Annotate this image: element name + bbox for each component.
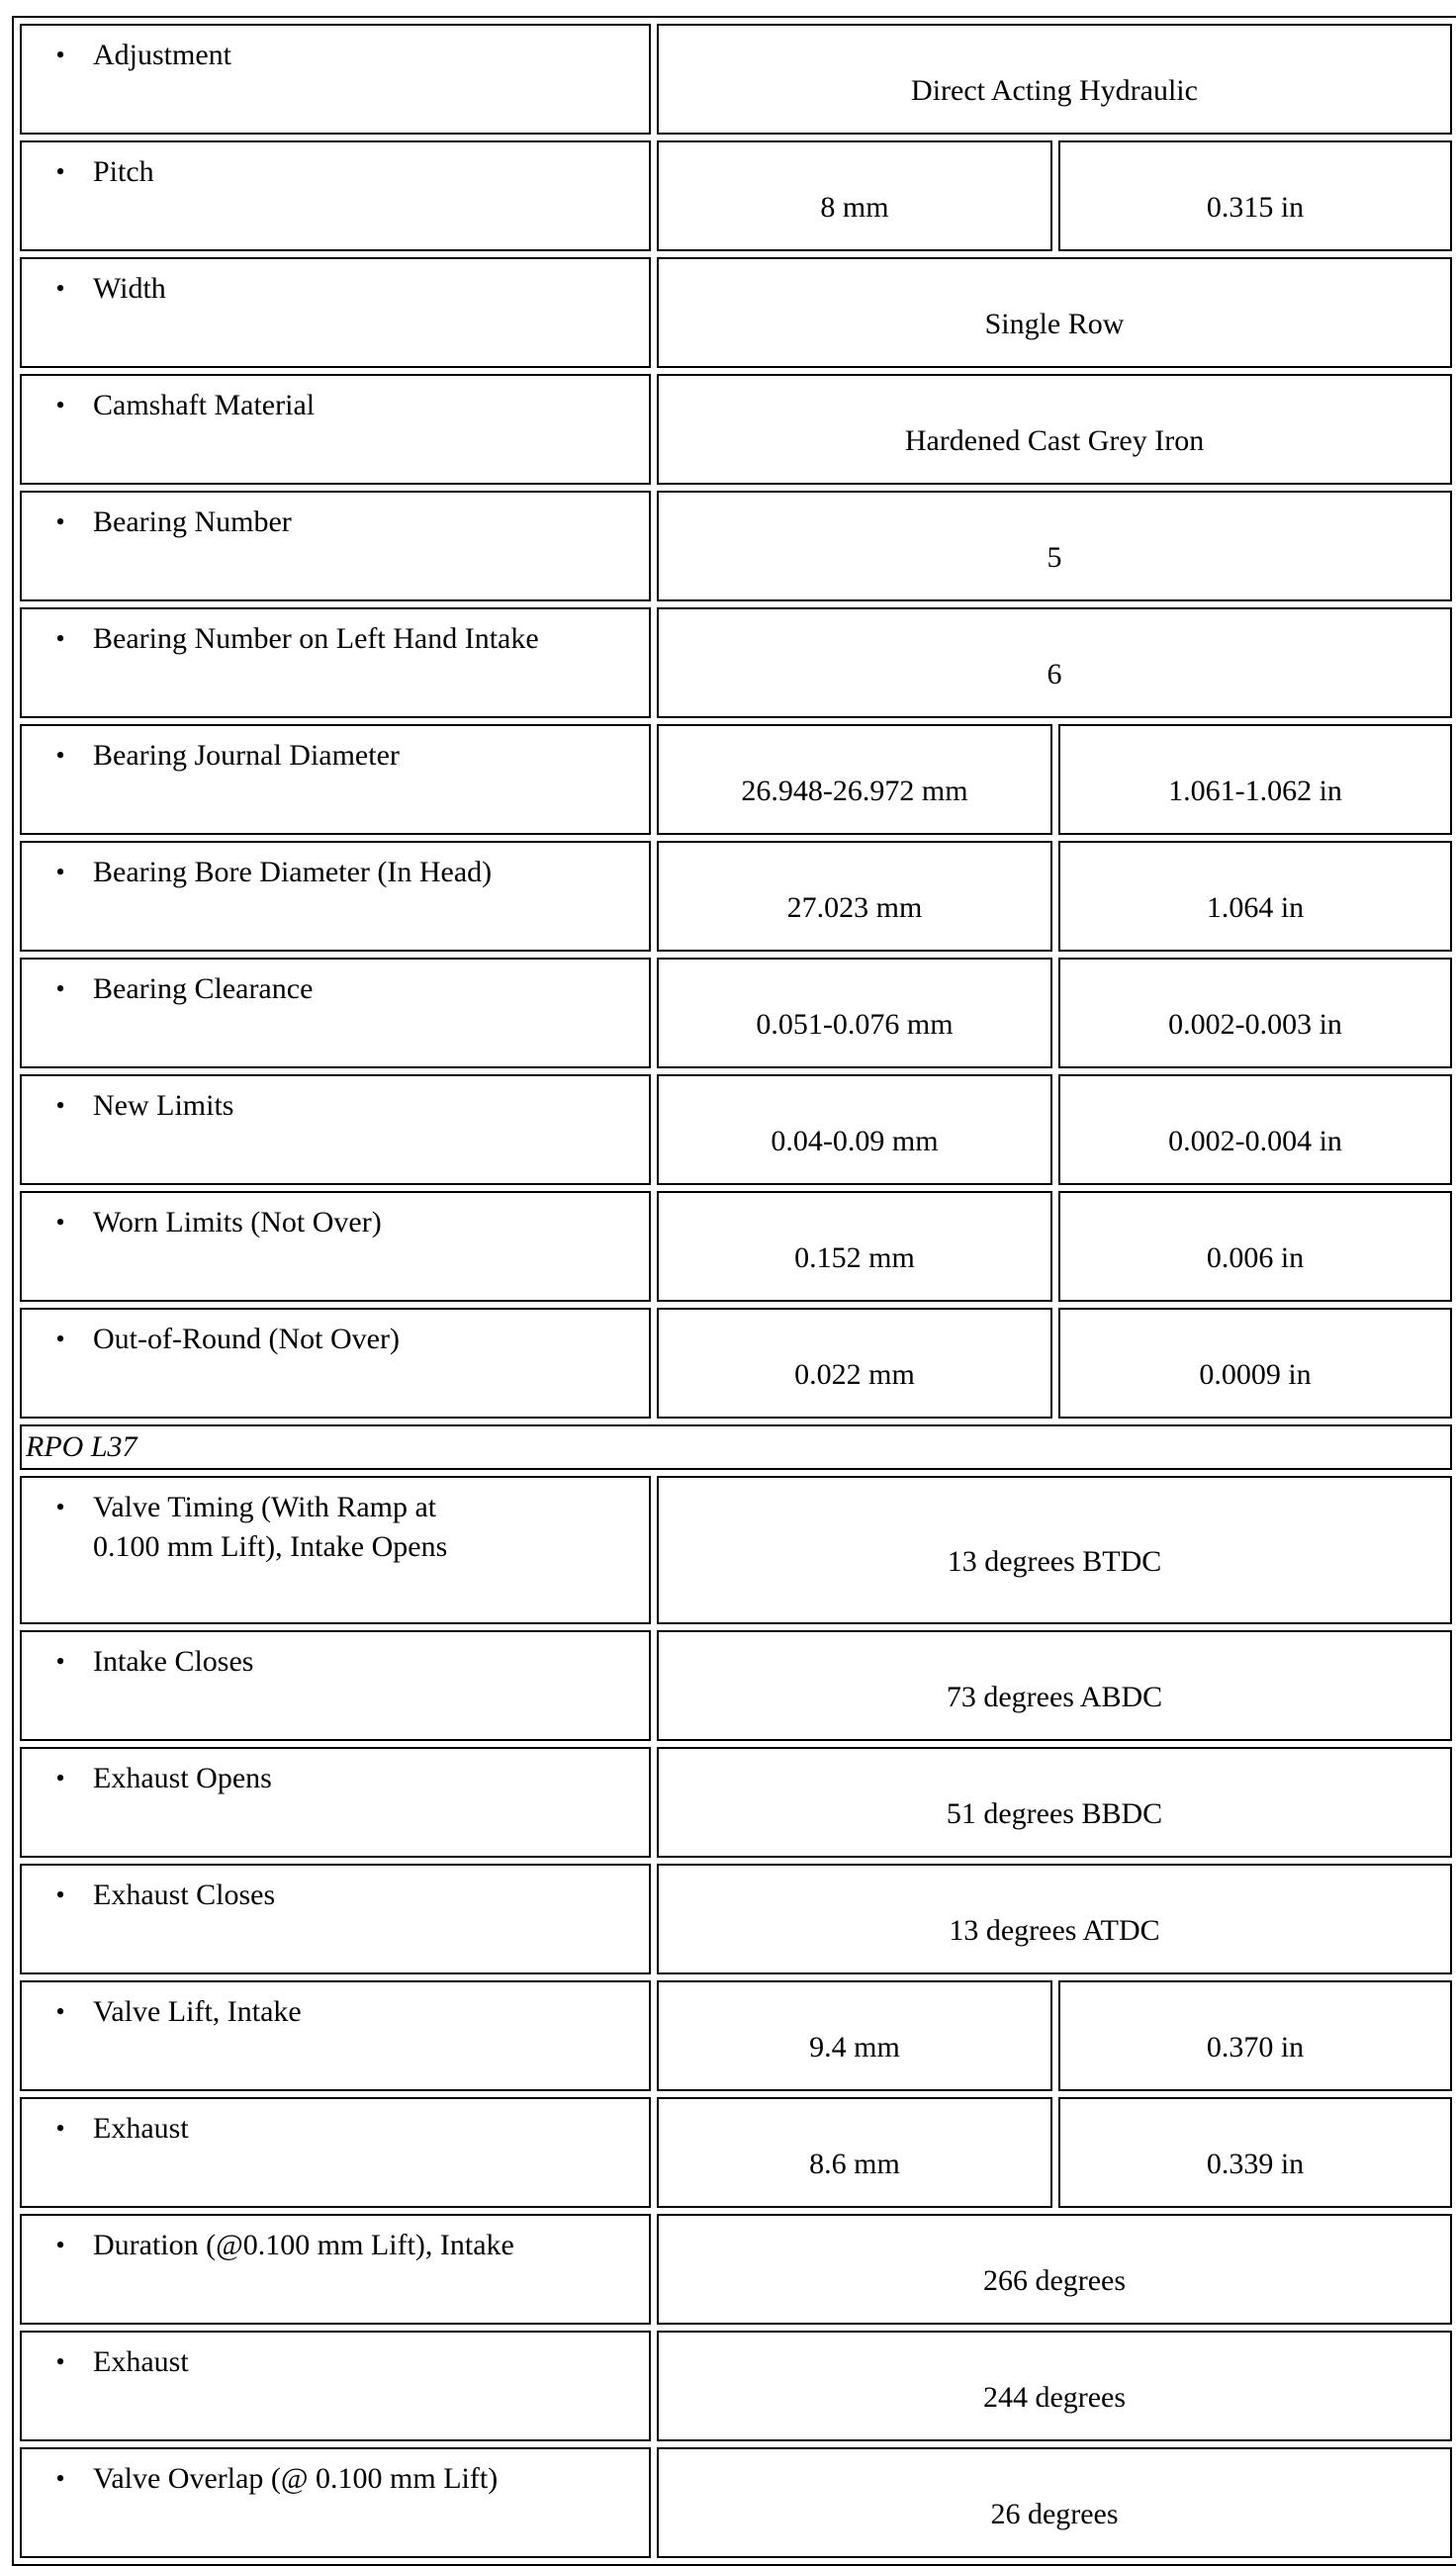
table-row [20, 958, 1452, 1068]
spec-label-line: 0.100 mm Lift), Intake Opens [93, 1530, 448, 1563]
bullet-icon: • [55, 1091, 65, 1120]
spec-metric-value: 0.04-0.09 mm [657, 1074, 1052, 1185]
spec-label-cell [20, 841, 651, 952]
table-row [20, 724, 1452, 835]
spec-label: Bearing Clearance [93, 972, 314, 1005]
bullet-icon: • [55, 2231, 65, 2259]
spec-label-cell [20, 1864, 651, 1974]
spec-label-cell [20, 140, 651, 251]
spec-label: Bearing Number [93, 505, 292, 538]
spec-label-cell [20, 1630, 651, 1741]
spec-label: Worn Limits (Not Over) [93, 1206, 382, 1238]
table-row [20, 1191, 1452, 1302]
table-row [20, 1308, 1452, 1419]
spec-value: 244 degrees [657, 2331, 1452, 2441]
spec-value: Hardened Cast Grey Iron [657, 374, 1452, 485]
bullet-icon: • [55, 974, 65, 1003]
table-row [20, 257, 1452, 368]
table-row [20, 2447, 1452, 2558]
bullet-icon: • [55, 741, 65, 770]
spec-label-cell [20, 24, 651, 135]
spec-label: Exhaust [93, 2112, 189, 2145]
spec-label-cell [20, 2331, 651, 2441]
spec-imperial-value: 0.339 in [1058, 2097, 1452, 2208]
spec-metric-value: 0.152 mm [657, 1191, 1052, 1302]
bullet-icon: • [55, 2347, 65, 2376]
spec-label-cell [20, 1308, 651, 1419]
spec-label-cell [20, 491, 651, 601]
spec-label: Exhaust Closes [93, 1879, 276, 1911]
spec-metric-value: 8.6 mm [657, 2097, 1052, 2208]
spec-value: 26 degrees [657, 2447, 1452, 2558]
table-row [20, 374, 1452, 485]
bullet-icon: • [55, 157, 65, 186]
bullet-icon: • [55, 1325, 65, 1353]
table-row [20, 2214, 1452, 2325]
spec-imperial-value: 1.061-1.062 in [1058, 724, 1452, 835]
spec-label: Valve Lift, Intake [93, 1995, 302, 2028]
spec-label-cell [20, 607, 651, 718]
spec-label-cell [20, 2214, 651, 2325]
spec-value: 5 [657, 491, 1452, 601]
spec-label-cell [20, 724, 651, 835]
spec-label-cell [20, 958, 651, 1068]
table-row [20, 1074, 1452, 1185]
spec-label-cell [20, 374, 651, 485]
camshaft-spec-table [12, 16, 1456, 2566]
spec-label: Pitch [93, 155, 154, 188]
table-row [20, 2097, 1452, 2208]
spec-imperial-value: 0.315 in [1058, 140, 1452, 251]
bullet-icon: • [55, 2464, 65, 2493]
spec-metric-value: 8 mm [657, 140, 1052, 251]
bullet-icon: • [55, 274, 65, 303]
spec-imperial-value: 0.006 in [1058, 1191, 1452, 1302]
spec-metric-value: 26.948-26.972 mm [657, 724, 1052, 835]
bullet-icon: • [55, 1764, 65, 1792]
table-row [20, 140, 1452, 251]
spec-label-cell [20, 1980, 651, 2091]
table-row [20, 1747, 1452, 1858]
spec-value: 51 degrees BBDC [657, 1747, 1452, 1858]
table-row [20, 841, 1452, 952]
spec-label-cell [20, 1747, 651, 1858]
spec-label: Camshaft Material [93, 389, 316, 421]
bullet-icon: • [55, 507, 65, 536]
spec-label-cell [20, 2447, 651, 2558]
spec-label [93, 1488, 649, 1567]
table-row [20, 1630, 1452, 1741]
bullet-icon: • [55, 1208, 65, 1237]
table-row [20, 2331, 1452, 2441]
spec-imperial-value: 0.0009 in [1058, 1308, 1452, 1419]
bullet-icon: • [55, 858, 65, 886]
bullet-icon: • [55, 624, 65, 653]
bullet-icon: • [55, 41, 65, 69]
table-row [20, 24, 1452, 135]
bullet-icon: • [55, 1647, 65, 1676]
spec-label: Exhaust Opens [93, 1762, 272, 1794]
spec-label-cell [20, 1191, 651, 1302]
spec-imperial-value: 0.002-0.003 in [1058, 958, 1452, 1068]
spec-metric-value: 0.022 mm [657, 1308, 1052, 1419]
spec-label: Bearing Bore Diameter (In Head) [93, 856, 493, 888]
spec-label: New Limits [93, 1089, 234, 1122]
spec-metric-value: 27.023 mm [657, 841, 1052, 952]
spec-value: Single Row [657, 257, 1452, 368]
spec-label: Valve Overlap (@ 0.100 mm Lift) [93, 2462, 499, 2495]
table-row [20, 607, 1452, 718]
spec-label: Bearing Journal Diameter [93, 739, 400, 772]
spec-label-cell [20, 2097, 651, 2208]
spec-value: 266 degrees [657, 2214, 1452, 2325]
spec-label-line: Valve Timing (With Ramp at [93, 1491, 437, 1523]
spec-label: Duration (@0.100 mm Lift), Intake [93, 2229, 514, 2261]
spec-value: 13 degrees BTDC [657, 1476, 1452, 1624]
spec-imperial-value: 0.002-0.004 in [1058, 1074, 1452, 1185]
section-title: RPO L37 [20, 1424, 1452, 1470]
table-row [20, 1864, 1452, 1974]
spec-imperial-value: 1.064 in [1058, 841, 1452, 952]
spec-label: Width [93, 272, 166, 305]
bullet-icon: • [55, 2114, 65, 2143]
spec-value: 13 degrees ATDC [657, 1864, 1452, 1974]
spec-label: Adjustment [93, 39, 231, 71]
spec-label: Exhaust [93, 2345, 189, 2378]
spec-metric-value: 0.051-0.076 mm [657, 958, 1052, 1068]
spec-metric-value: 9.4 mm [657, 1980, 1052, 2091]
spec-label-cell [20, 1074, 651, 1185]
spec-value: 6 [657, 607, 1452, 718]
table-row [20, 1476, 1452, 1624]
spec-label-cell [20, 1476, 651, 1624]
spec-value: Direct Acting Hydraulic [657, 24, 1452, 135]
table-row [20, 1980, 1452, 2091]
spec-label: Intake Closes [93, 1645, 254, 1678]
spec-imperial-value: 0.370 in [1058, 1980, 1452, 2091]
spec-label: Out-of-Round (Not Over) [93, 1323, 400, 1355]
spec-value: 73 degrees ABDC [657, 1630, 1452, 1741]
spec-label-cell [20, 257, 651, 368]
bullet-icon: • [55, 1997, 65, 2026]
section-row [20, 1424, 1452, 1470]
bullet-icon: • [55, 391, 65, 419]
bullet-icon: • [55, 1493, 65, 1521]
spec-label: Bearing Number on Left Hand Intake [93, 622, 539, 655]
bullet-icon: • [55, 1880, 65, 1909]
table-row [20, 491, 1452, 601]
